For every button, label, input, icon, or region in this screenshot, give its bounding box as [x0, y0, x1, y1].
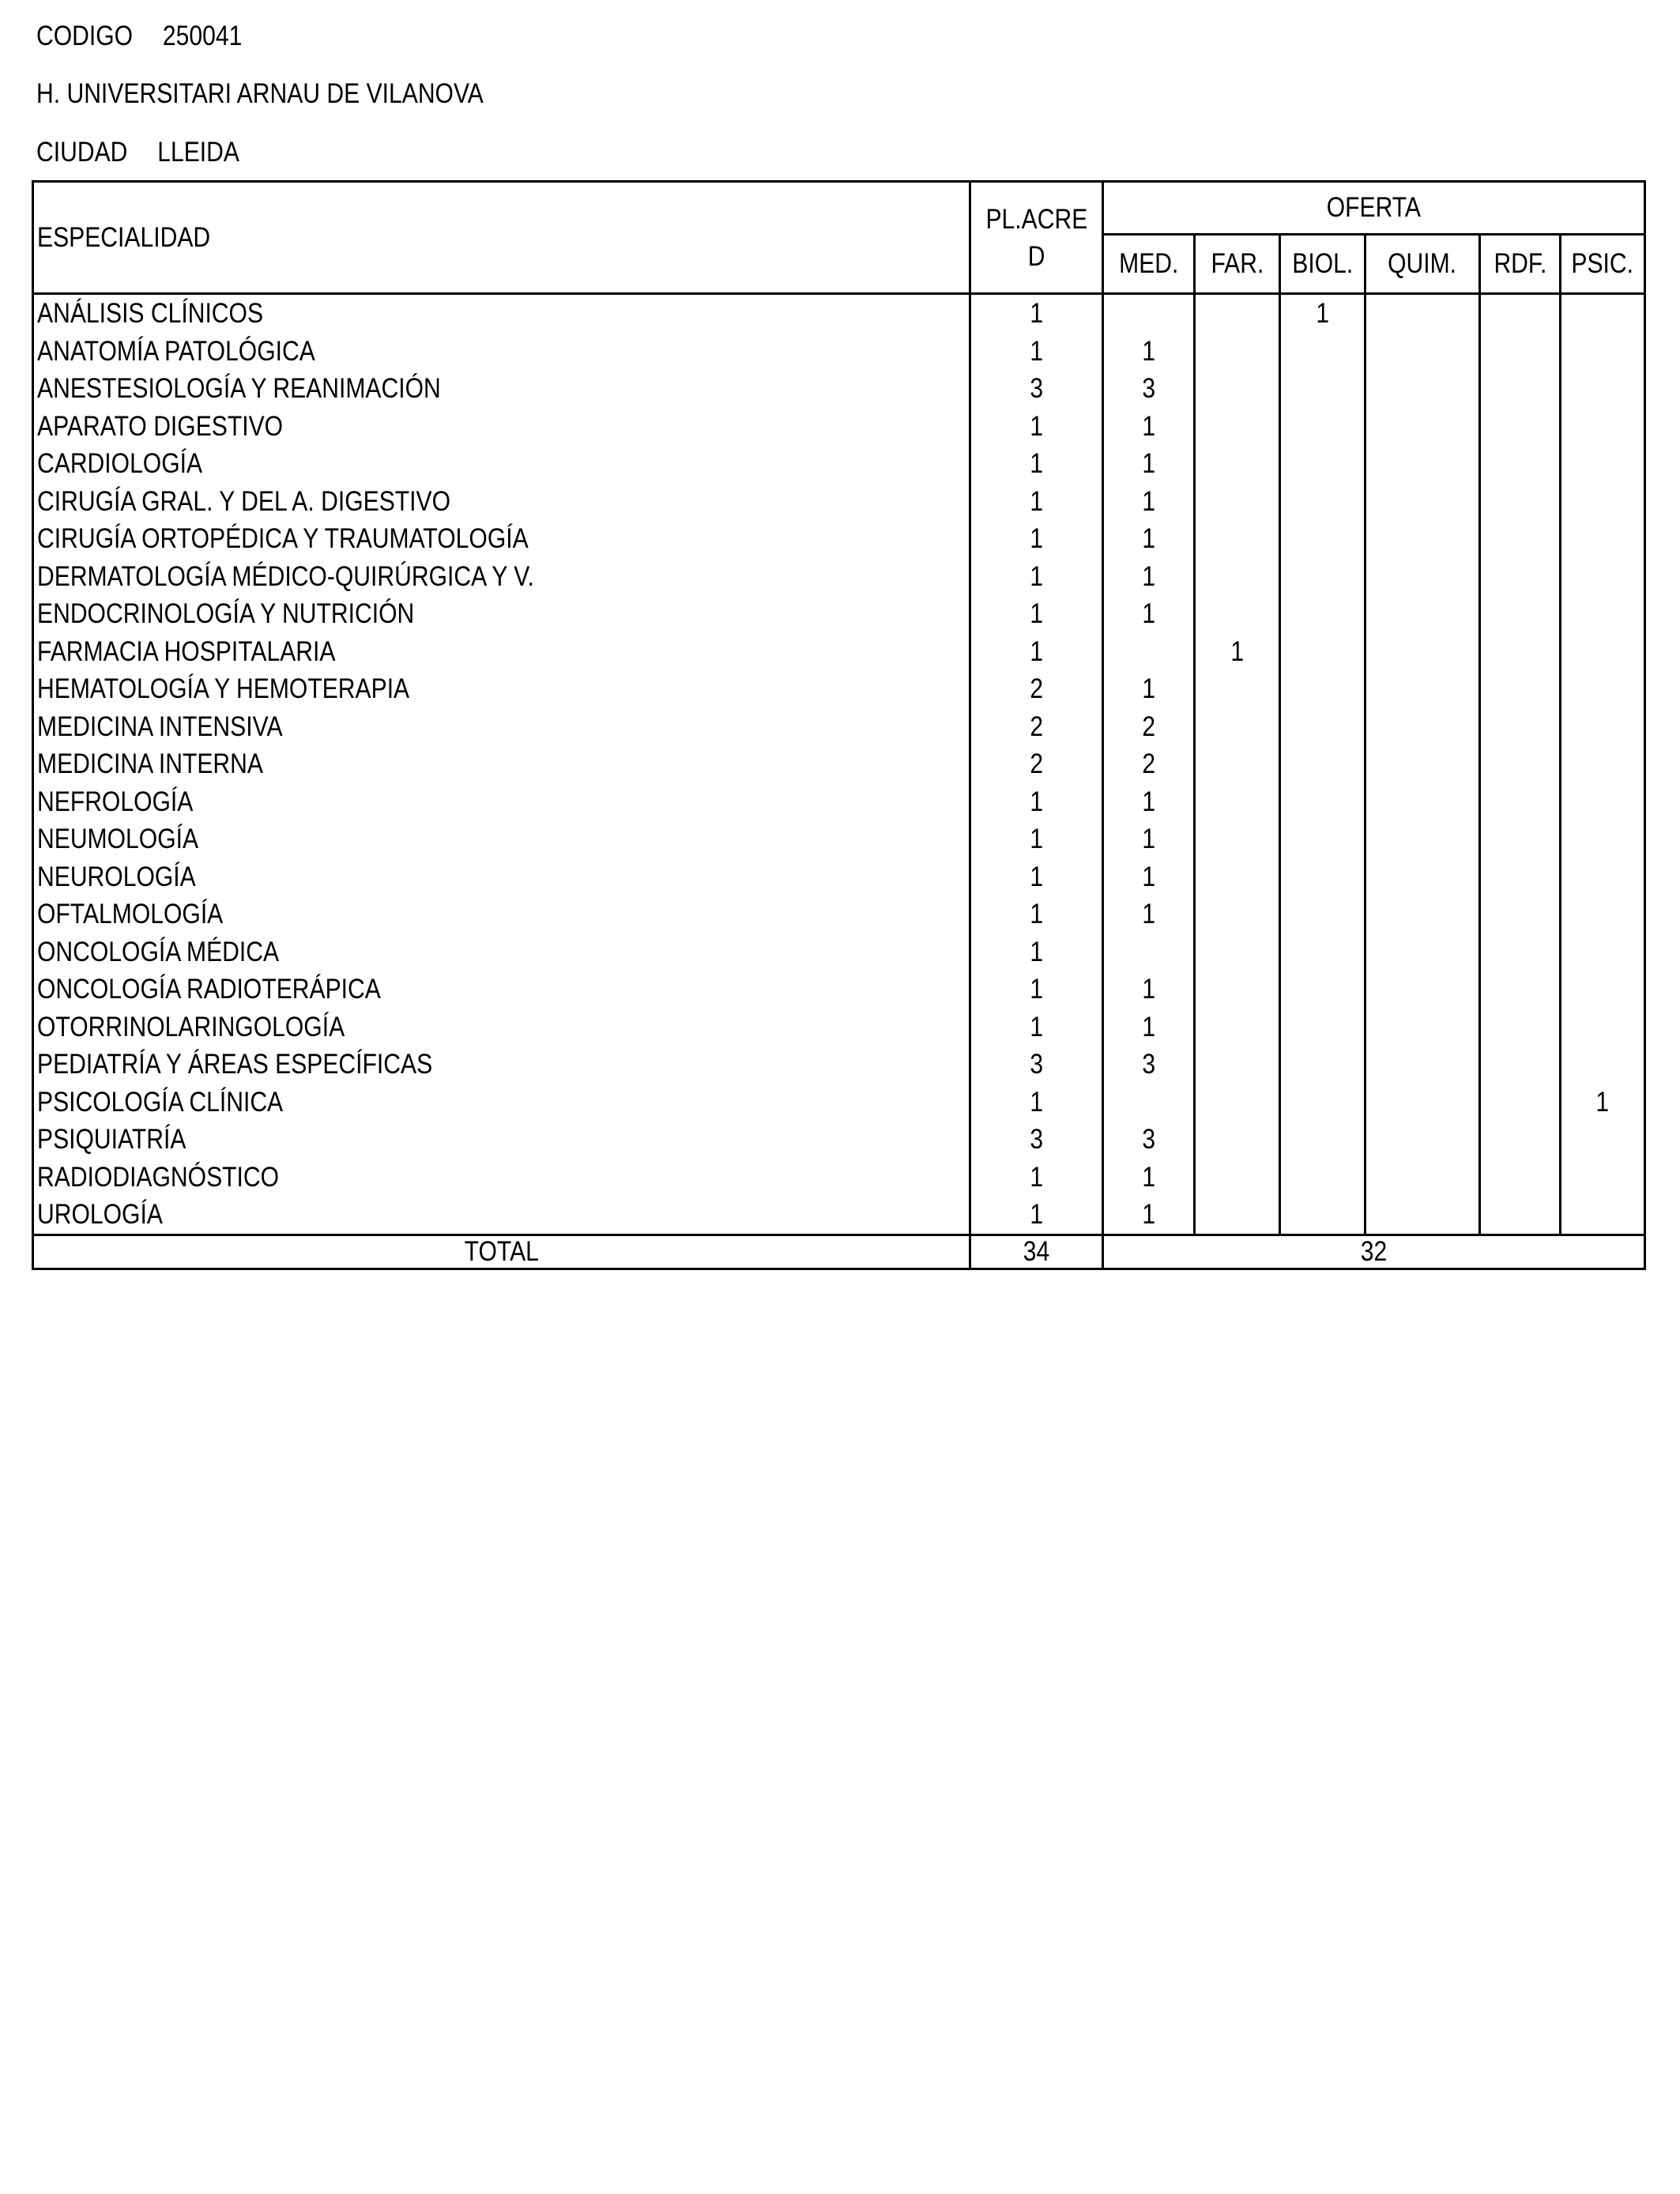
header-especialidad: ESPECIALIDAD — [33, 182, 970, 294]
cell-med: 1 — [1103, 445, 1195, 483]
especialidades-table — [32, 180, 1646, 1270]
cell-biol — [1280, 895, 1365, 933]
cell-biol — [1280, 1008, 1365, 1046]
cell-esp: NEUROLOGÍA — [33, 858, 970, 896]
cell-far: 1 — [1195, 633, 1280, 671]
cell-far — [1195, 1121, 1280, 1159]
cell-rdf — [1480, 558, 1561, 596]
cell-esp: NEFROLOGÍA — [33, 783, 970, 821]
cell-pl: 2 — [970, 745, 1103, 783]
table-row — [33, 333, 1645, 371]
ciudad-line — [36, 137, 239, 168]
cell-psic — [1561, 333, 1645, 371]
cell-rdf — [1480, 520, 1561, 558]
cell-esp: MEDICINA INTENSIVA — [33, 708, 970, 746]
cell-rdf — [1480, 633, 1561, 671]
cell-quim — [1365, 971, 1480, 1008]
cell-med: 1 — [1103, 333, 1195, 371]
cell-rdf — [1480, 1084, 1561, 1122]
cell-esp: ANESTESIOLOGÍA Y REANIMACIÓN — [33, 370, 970, 408]
cell-biol — [1280, 333, 1365, 371]
cell-pl: 1 — [970, 520, 1103, 558]
cell-esp: ANÁLISIS CLÍNICOS — [33, 294, 970, 333]
cell-biol — [1280, 633, 1365, 671]
cell-esp: HEMATOLOGÍA Y HEMOTERAPIA — [33, 670, 970, 708]
cell-psic — [1561, 408, 1645, 446]
hospital-name: H. UNIVERSITARI ARNAU DE VILANOVA — [36, 78, 484, 109]
cell-biol — [1280, 933, 1365, 971]
table-row — [33, 1121, 1645, 1159]
cell-far — [1195, 408, 1280, 446]
table-row — [33, 1008, 1645, 1046]
cell-med — [1103, 294, 1195, 333]
cell-med: 3 — [1103, 370, 1195, 408]
cell-med: 1 — [1103, 1008, 1195, 1046]
cell-far — [1195, 895, 1280, 933]
cell-esp: ENDOCRINOLOGÍA Y NUTRICIÓN — [33, 595, 970, 633]
cell-med — [1103, 1084, 1195, 1122]
cell-far — [1195, 820, 1280, 858]
cell-quim — [1365, 595, 1480, 633]
cell-rdf — [1480, 445, 1561, 483]
cell-psic — [1561, 1046, 1645, 1084]
table-row — [33, 708, 1645, 746]
cell-biol — [1280, 595, 1365, 633]
cell-biol — [1280, 1159, 1365, 1197]
cell-med: 1 — [1103, 1159, 1195, 1197]
header-med: MED. — [1103, 235, 1195, 294]
cell-psic — [1561, 1008, 1645, 1046]
cell-far — [1195, 370, 1280, 408]
table-row — [33, 971, 1645, 1008]
cell-biol: 1 — [1280, 294, 1365, 333]
table-row — [33, 595, 1645, 633]
cell-med: 1 — [1103, 895, 1195, 933]
cell-med: 1 — [1103, 595, 1195, 633]
cell-pl: 3 — [970, 1121, 1103, 1159]
cell-pl: 1 — [970, 558, 1103, 596]
cell-quim — [1365, 1084, 1480, 1122]
cell-far — [1195, 745, 1280, 783]
cell-quim — [1365, 708, 1480, 746]
cell-quim — [1365, 558, 1480, 596]
cell-far — [1195, 483, 1280, 521]
cell-pl: 1 — [970, 408, 1103, 446]
cell-biol — [1280, 858, 1365, 896]
cell-quim — [1365, 670, 1480, 708]
codigo-label: CODIGO — [36, 21, 134, 51]
cell-far — [1195, 783, 1280, 821]
cell-far — [1195, 1196, 1280, 1235]
cell-esp: DERMATOLOGÍA MÉDICO-QUIRÚRGICA Y V. — [33, 558, 970, 596]
cell-quim — [1365, 1046, 1480, 1084]
cell-quim — [1365, 820, 1480, 858]
cell-med: 1 — [1103, 520, 1195, 558]
cell-pl: 1 — [970, 971, 1103, 1008]
cell-rdf — [1480, 895, 1561, 933]
cell-quim — [1365, 933, 1480, 971]
cell-far — [1195, 670, 1280, 708]
cell-med: 1 — [1103, 858, 1195, 896]
header-oferta: OFERTA — [1103, 182, 1645, 235]
table-row — [33, 520, 1645, 558]
cell-biol — [1280, 483, 1365, 521]
cell-pl: 1 — [970, 895, 1103, 933]
cell-pl: 2 — [970, 670, 1103, 708]
cell-quim — [1365, 483, 1480, 521]
cell-rdf — [1480, 1008, 1561, 1046]
cell-psic — [1561, 294, 1645, 333]
cell-esp: UROLOGÍA — [33, 1196, 970, 1235]
total-row — [33, 1235, 1645, 1269]
cell-quim — [1365, 370, 1480, 408]
cell-quim — [1365, 633, 1480, 671]
cell-esp: MEDICINA INTERNA — [33, 745, 970, 783]
cell-pl: 1 — [970, 1196, 1103, 1235]
cell-esp: OTORRINOLARINGOLOGÍA — [33, 1008, 970, 1046]
cell-med — [1103, 933, 1195, 971]
total-label: TOTAL — [33, 1235, 970, 1269]
cell-pl: 1 — [970, 858, 1103, 896]
cell-quim — [1365, 294, 1480, 333]
cell-far — [1195, 520, 1280, 558]
cell-quim — [1365, 1008, 1480, 1046]
table-row — [33, 558, 1645, 596]
cell-biol — [1280, 445, 1365, 483]
table-row — [33, 370, 1645, 408]
cell-psic — [1561, 633, 1645, 671]
cell-biol — [1280, 1196, 1365, 1235]
header-biol: BIOL. — [1280, 235, 1365, 294]
cell-psic — [1561, 971, 1645, 1008]
cell-psic: 1 — [1561, 1084, 1645, 1122]
cell-esp: RADIODIAGNÓSTICO — [33, 1159, 970, 1197]
table-row — [33, 858, 1645, 896]
cell-esp: CIRUGÍA ORTOPÉDICA Y TRAUMATOLOGÍA — [33, 520, 970, 558]
cell-pl: 1 — [970, 1084, 1103, 1122]
cell-psic — [1561, 370, 1645, 408]
cell-esp: CIRUGÍA GRAL. Y DEL A. DIGESTIVO — [33, 483, 970, 521]
cell-pl: 1 — [970, 333, 1103, 371]
cell-psic — [1561, 520, 1645, 558]
cell-rdf — [1480, 370, 1561, 408]
total-placred: 34 — [970, 1235, 1103, 1269]
cell-esp: FARMACIA HOSPITALARIA — [33, 633, 970, 671]
cell-pl: 1 — [970, 633, 1103, 671]
cell-esp: OFTALMOLOGÍA — [33, 895, 970, 933]
cell-psic — [1561, 595, 1645, 633]
cell-pl: 1 — [970, 1008, 1103, 1046]
cell-med: 2 — [1103, 745, 1195, 783]
cell-rdf — [1480, 820, 1561, 858]
cell-rdf — [1480, 745, 1561, 783]
cell-psic — [1561, 670, 1645, 708]
cell-med: 1 — [1103, 783, 1195, 821]
cell-psic — [1561, 558, 1645, 596]
cell-biol — [1280, 1084, 1365, 1122]
table-row — [33, 1196, 1645, 1235]
cell-quim — [1365, 1196, 1480, 1235]
header-psic: PSIC. — [1561, 235, 1645, 294]
cell-pl: 1 — [970, 820, 1103, 858]
cell-psic — [1561, 783, 1645, 821]
cell-biol — [1280, 1046, 1365, 1084]
cell-biol — [1280, 520, 1365, 558]
cell-quim — [1365, 1121, 1480, 1159]
cell-esp: PEDIATRÍA Y ÁREAS ESPECÍFICAS — [33, 1046, 970, 1084]
cell-biol — [1280, 670, 1365, 708]
cell-esp: CARDIOLOGÍA — [33, 445, 970, 483]
cell-pl: 1 — [970, 595, 1103, 633]
cell-far — [1195, 294, 1280, 333]
header-placred: PL.ACRE D — [970, 182, 1103, 294]
table-row — [33, 294, 1645, 333]
cell-rdf — [1480, 1196, 1561, 1235]
cell-med: 3 — [1103, 1121, 1195, 1159]
cell-pl: 1 — [970, 1159, 1103, 1197]
cell-med: 1 — [1103, 971, 1195, 1008]
cell-rdf — [1480, 333, 1561, 371]
cell-biol — [1280, 1121, 1365, 1159]
cell-pl: 3 — [970, 370, 1103, 408]
cell-pl: 1 — [970, 783, 1103, 821]
cell-quim — [1365, 895, 1480, 933]
cell-far — [1195, 1159, 1280, 1197]
cell-quim — [1365, 858, 1480, 896]
cell-med: 1 — [1103, 1196, 1195, 1235]
ciudad-value: LLEIDA — [157, 137, 239, 168]
table-row — [33, 820, 1645, 858]
codigo-line — [36, 21, 242, 52]
cell-biol — [1280, 370, 1365, 408]
cell-biol — [1280, 558, 1365, 596]
table-row — [33, 633, 1645, 671]
cell-esp: ONCOLOGÍA MÉDICA — [33, 933, 970, 971]
cell-quim — [1365, 333, 1480, 371]
cell-far — [1195, 595, 1280, 633]
cell-far — [1195, 971, 1280, 1008]
cell-esp: NEUMOLOGÍA — [33, 820, 970, 858]
cell-rdf — [1480, 1159, 1561, 1197]
codigo-value: 250041 — [162, 21, 243, 51]
cell-rdf — [1480, 1121, 1561, 1159]
cell-psic — [1561, 445, 1645, 483]
cell-esp: PSIQUIATRÍA — [33, 1121, 970, 1159]
cell-pl: 3 — [970, 1046, 1103, 1084]
cell-med — [1103, 633, 1195, 671]
cell-psic — [1561, 708, 1645, 746]
table-row — [33, 445, 1645, 483]
cell-far — [1195, 445, 1280, 483]
cell-rdf — [1480, 408, 1561, 446]
cell-psic — [1561, 483, 1645, 521]
table-row — [33, 483, 1645, 521]
cell-rdf — [1480, 783, 1561, 821]
cell-quim — [1365, 783, 1480, 821]
cell-rdf — [1480, 708, 1561, 746]
cell-rdf — [1480, 294, 1561, 333]
cell-esp: APARATO DIGESTIVO — [33, 408, 970, 446]
cell-biol — [1280, 783, 1365, 821]
cell-psic — [1561, 858, 1645, 896]
cell-psic — [1561, 1121, 1645, 1159]
cell-psic — [1561, 933, 1645, 971]
cell-biol — [1280, 971, 1365, 1008]
cell-far — [1195, 933, 1280, 971]
cell-far — [1195, 708, 1280, 746]
cell-far — [1195, 333, 1280, 371]
cell-quim — [1365, 520, 1480, 558]
cell-pl: 1 — [970, 294, 1103, 333]
table-row — [33, 1159, 1645, 1197]
cell-rdf — [1480, 595, 1561, 633]
cell-med: 1 — [1103, 820, 1195, 858]
cell-psic — [1561, 745, 1645, 783]
cell-far — [1195, 858, 1280, 896]
cell-psic — [1561, 820, 1645, 858]
cell-esp: PSICOLOGÍA CLÍNICA — [33, 1084, 970, 1122]
cell-pl: 1 — [970, 483, 1103, 521]
cell-far — [1195, 1084, 1280, 1122]
header-far: FAR. — [1195, 235, 1280, 294]
cell-quim — [1365, 1159, 1480, 1197]
cell-rdf — [1480, 858, 1561, 896]
cell-esp: ANATOMÍA PATOLÓGICA — [33, 333, 970, 371]
cell-med: 1 — [1103, 558, 1195, 596]
cell-biol — [1280, 820, 1365, 858]
cell-psic — [1561, 1159, 1645, 1197]
cell-med: 3 — [1103, 1046, 1195, 1084]
cell-quim — [1365, 408, 1480, 446]
cell-med: 1 — [1103, 408, 1195, 446]
cell-rdf — [1480, 670, 1561, 708]
cell-far — [1195, 1046, 1280, 1084]
cell-med: 1 — [1103, 483, 1195, 521]
cell-psic — [1561, 1196, 1645, 1235]
cell-quim — [1365, 445, 1480, 483]
table-row — [33, 895, 1645, 933]
cell-psic — [1561, 895, 1645, 933]
cell-esp: ONCOLOGÍA RADIOTERÁPICA — [33, 971, 970, 1008]
cell-biol — [1280, 408, 1365, 446]
cell-rdf — [1480, 483, 1561, 521]
cell-far — [1195, 1008, 1280, 1046]
total-oferta: 32 — [1103, 1235, 1645, 1269]
table-row — [33, 745, 1645, 783]
table-row — [33, 933, 1645, 971]
cell-pl: 1 — [970, 933, 1103, 971]
cell-rdf — [1480, 971, 1561, 1008]
cell-quim — [1365, 745, 1480, 783]
cell-biol — [1280, 708, 1365, 746]
table-row — [33, 408, 1645, 446]
table-row — [33, 670, 1645, 708]
cell-pl: 1 — [970, 445, 1103, 483]
table-row — [33, 783, 1645, 821]
ciudad-label: CIUDAD — [36, 137, 128, 168]
cell-biol — [1280, 745, 1365, 783]
table-row — [33, 1046, 1645, 1084]
cell-med: 2 — [1103, 708, 1195, 746]
table-row — [33, 1084, 1645, 1122]
cell-med: 1 — [1103, 670, 1195, 708]
table-body — [33, 294, 1645, 1235]
cell-pl: 2 — [970, 708, 1103, 746]
header-rdf: RDF. — [1480, 235, 1561, 294]
cell-rdf — [1480, 933, 1561, 971]
cell-rdf — [1480, 1046, 1561, 1084]
cell-far — [1195, 558, 1280, 596]
header-quim: QUIM. — [1365, 235, 1480, 294]
